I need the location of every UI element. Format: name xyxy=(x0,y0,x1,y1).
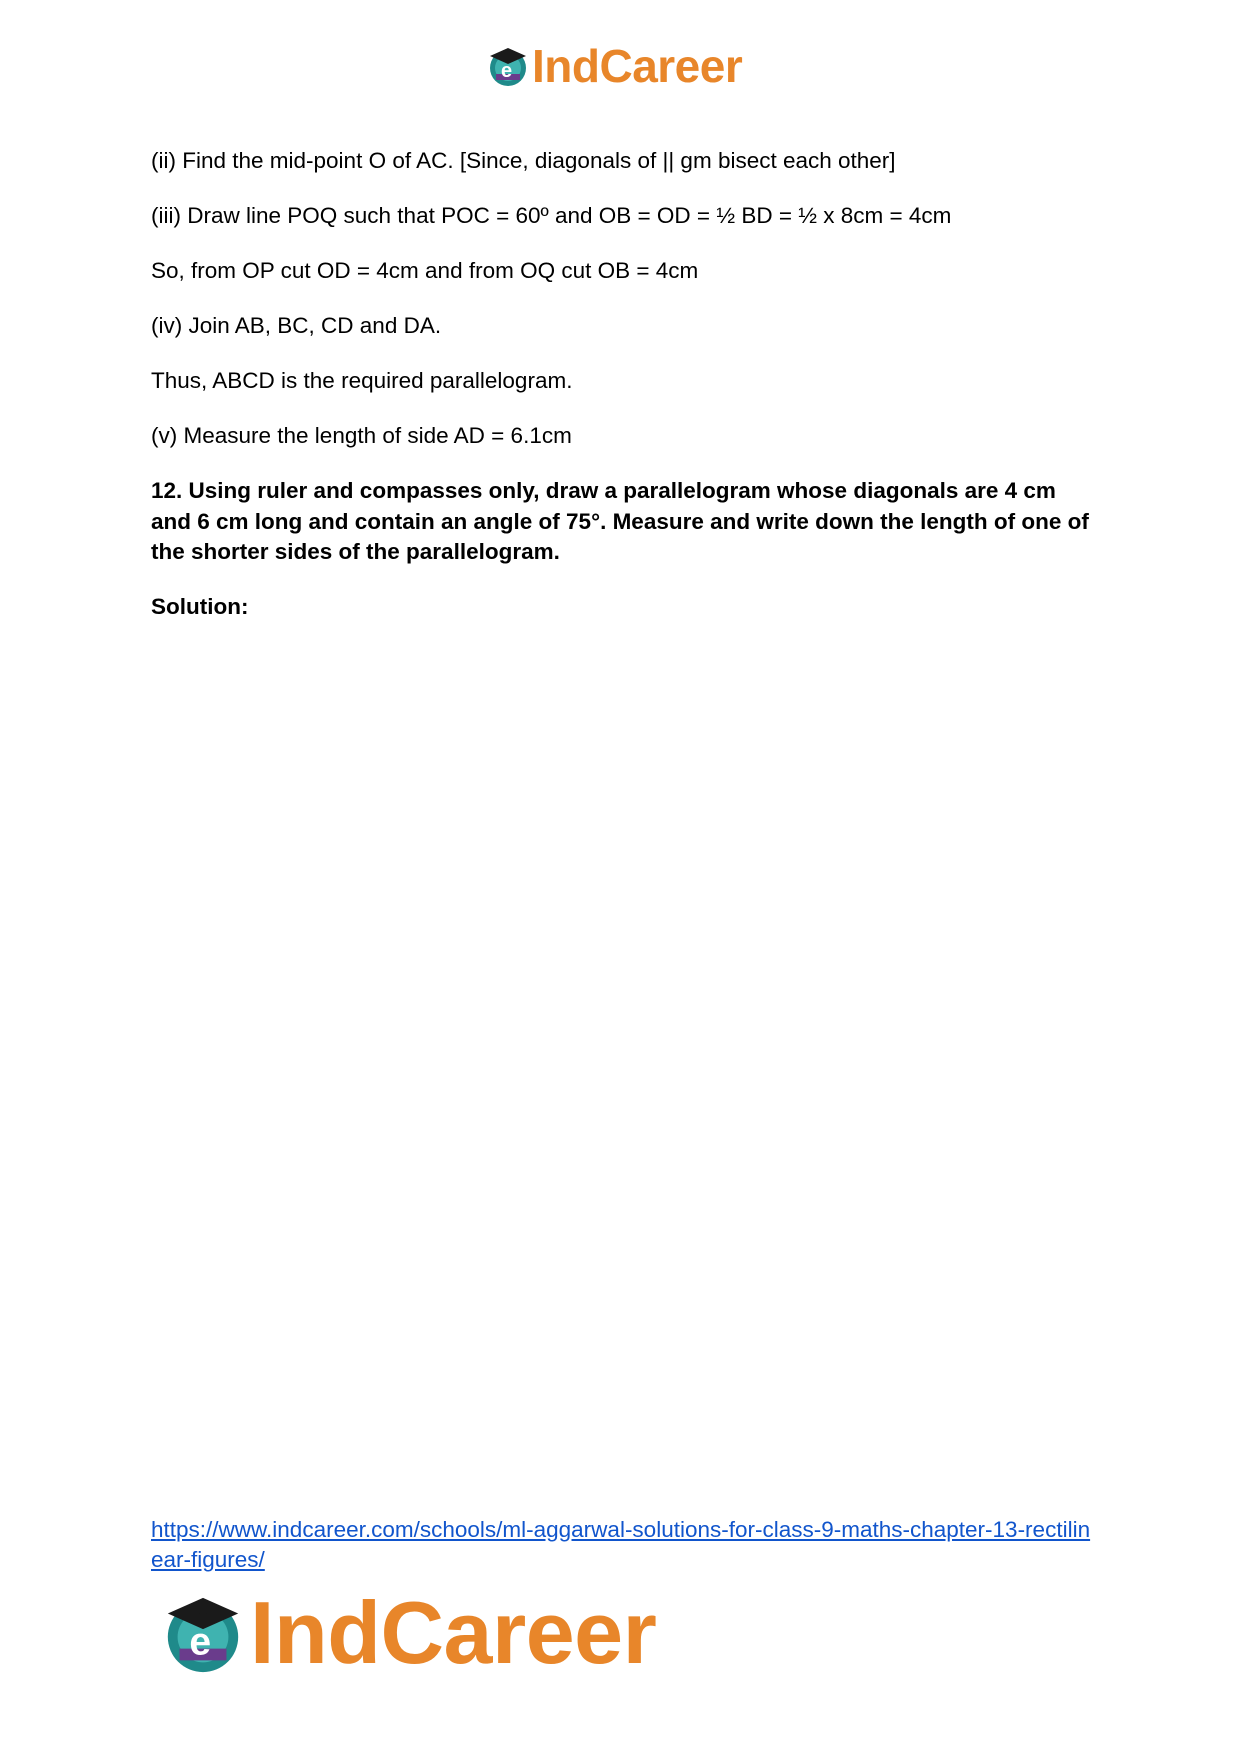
conclusion: Thus, ABCD is the required parallelogram. xyxy=(151,368,573,393)
step-ii: (ii) Find the mid-point O of AC. [Since, diagonals of || gm bisect each other] xyxy=(151,148,896,173)
step-iii: (iii) Draw line POQ such that POC = 60º and OB = OD = ½ BD = ½ x 8cm = 4cm xyxy=(151,203,952,228)
footer-logo-text: IndCareer xyxy=(250,1582,657,1682)
cut-instruction: So, from OP cut OD = 4cm and from OQ cut OB = 4cm xyxy=(151,258,699,283)
step-iv: (iv) Join AB, BC, CD and DA. xyxy=(151,313,442,338)
graduation-globe-icon xyxy=(486,44,530,88)
header-logo xyxy=(486,40,766,92)
graduation-globe-icon xyxy=(160,1590,246,1676)
source-link[interactable]: https://www.indcareer.com/schools/ml-aggarwal-solutions-for-class-9-maths-chapter-13-rectilinear-figures/ xyxy=(151,1517,1091,1572)
question-12: 12. Using ruler and compasses only, draw a parallelogram whose diagonals are 4 cm and 6 cm long and contain an angle of 75°. Measure and write down the length of one of the shorter sides of the parallelogram. xyxy=(151,478,1089,564)
svg-text:e: e xyxy=(501,60,513,82)
svg-text:e: e xyxy=(189,1620,212,1663)
footer-logo xyxy=(160,1582,720,1682)
solution-label: Solution: xyxy=(151,594,249,619)
header-logo-text: IndCareer xyxy=(532,40,743,92)
step-v: (v) Measure the length of side AD = 6.1cm xyxy=(151,423,572,448)
